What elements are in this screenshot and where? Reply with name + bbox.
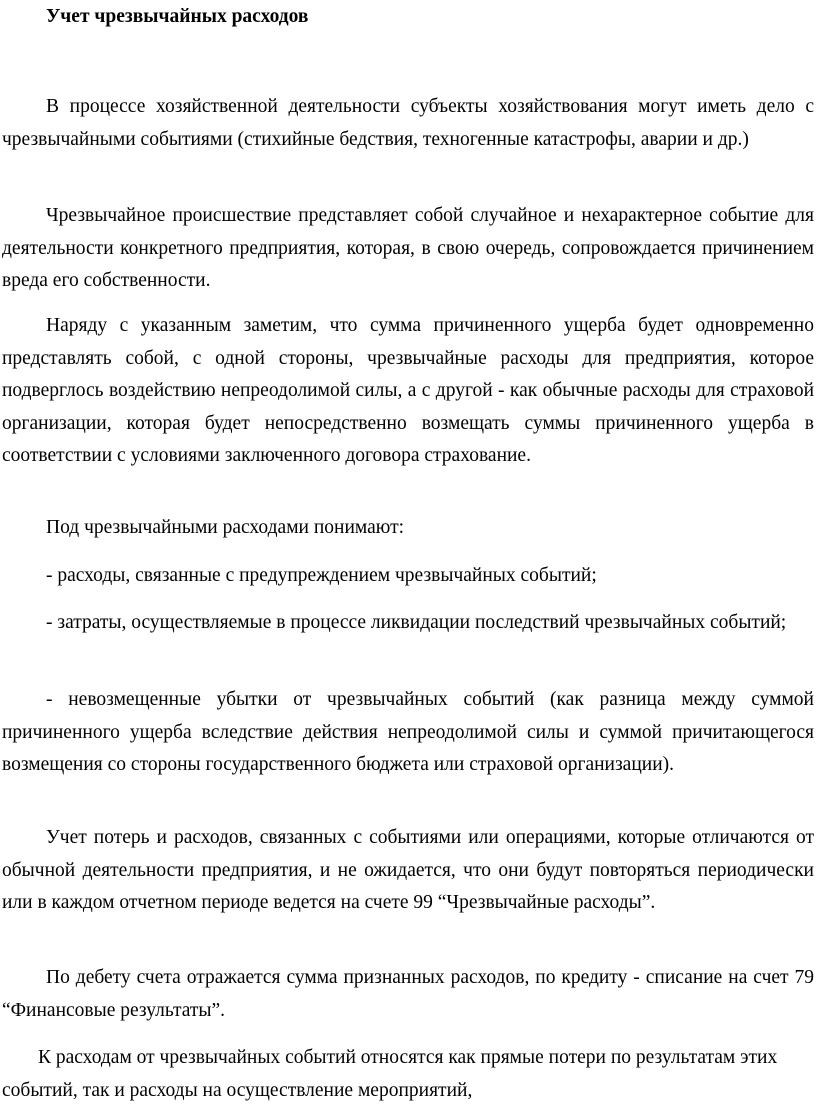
paragraph: Чрезвычайное происшествие представляет собой случайное и нехарактерное событие для деятельности конкретного предприятия, которая, в свою очередь, сопровождается причинением вреда его собственности. <box>2 205 814 292</box>
list-item: - невозмещенные убытки от чрезвычайных событий (как разница между суммой причиненного ущерба вследствие действия непреодолимой силы и суммой причитающегося возмещения со стороны государственного бюджета или страховой организации). <box>2 689 814 776</box>
paragraph: По дебету счета отражается сумма признанных расходов, по кредиту - списание на счет 79 “Финансовые результаты”. <box>2 967 814 1021</box>
paragraph: Учет потерь и расходов, связанных с событиями или операциями, которые отличаются от обычной деятельности предприятия, и не ожидается, что они будут повторяться периодически или в каждом отчетном периоде ведется на счете 99 “Чрезвычайные расходы”. <box>2 827 814 914</box>
paragraph: К расходам от чрезвычайных событий относятся как прямые потери по результатам этих событий, так и расходы на осуществление мероприятий, <box>2 1047 778 1101</box>
paragraph: Под чрезвычайными расходами понимают: <box>46 517 405 538</box>
list-item: - расходы, связанные с предупреждением чрезвычайных событий; <box>46 565 597 586</box>
paragraph: Наряду с указанным заметим, что сумма причиненного ущерба будет одновременно представлять собой, с одной стороны, чрезвычайные расходы для предприятия, которое подверглось воздействию непреодолимой силы, а с другой - как обычные расходы для страховой организации, которая будет непосредственно возмещать суммы причиненного ущерба в соответствии с условиями заключенного договора страхование. <box>2 315 814 467</box>
list-item: - затраты, осуществляемые в процессе ликвидации последствий чрезвычайных событий; <box>46 612 787 633</box>
paragraph: В процессе хозяйственной деятельности субъекты хозяйствования могут иметь дело с чрезвычайными событиями (стихийные бедствия, техногенные катастрофы, аварии и др.) <box>2 96 814 150</box>
document-title: Учет чрезвычайных расходов <box>46 6 309 27</box>
